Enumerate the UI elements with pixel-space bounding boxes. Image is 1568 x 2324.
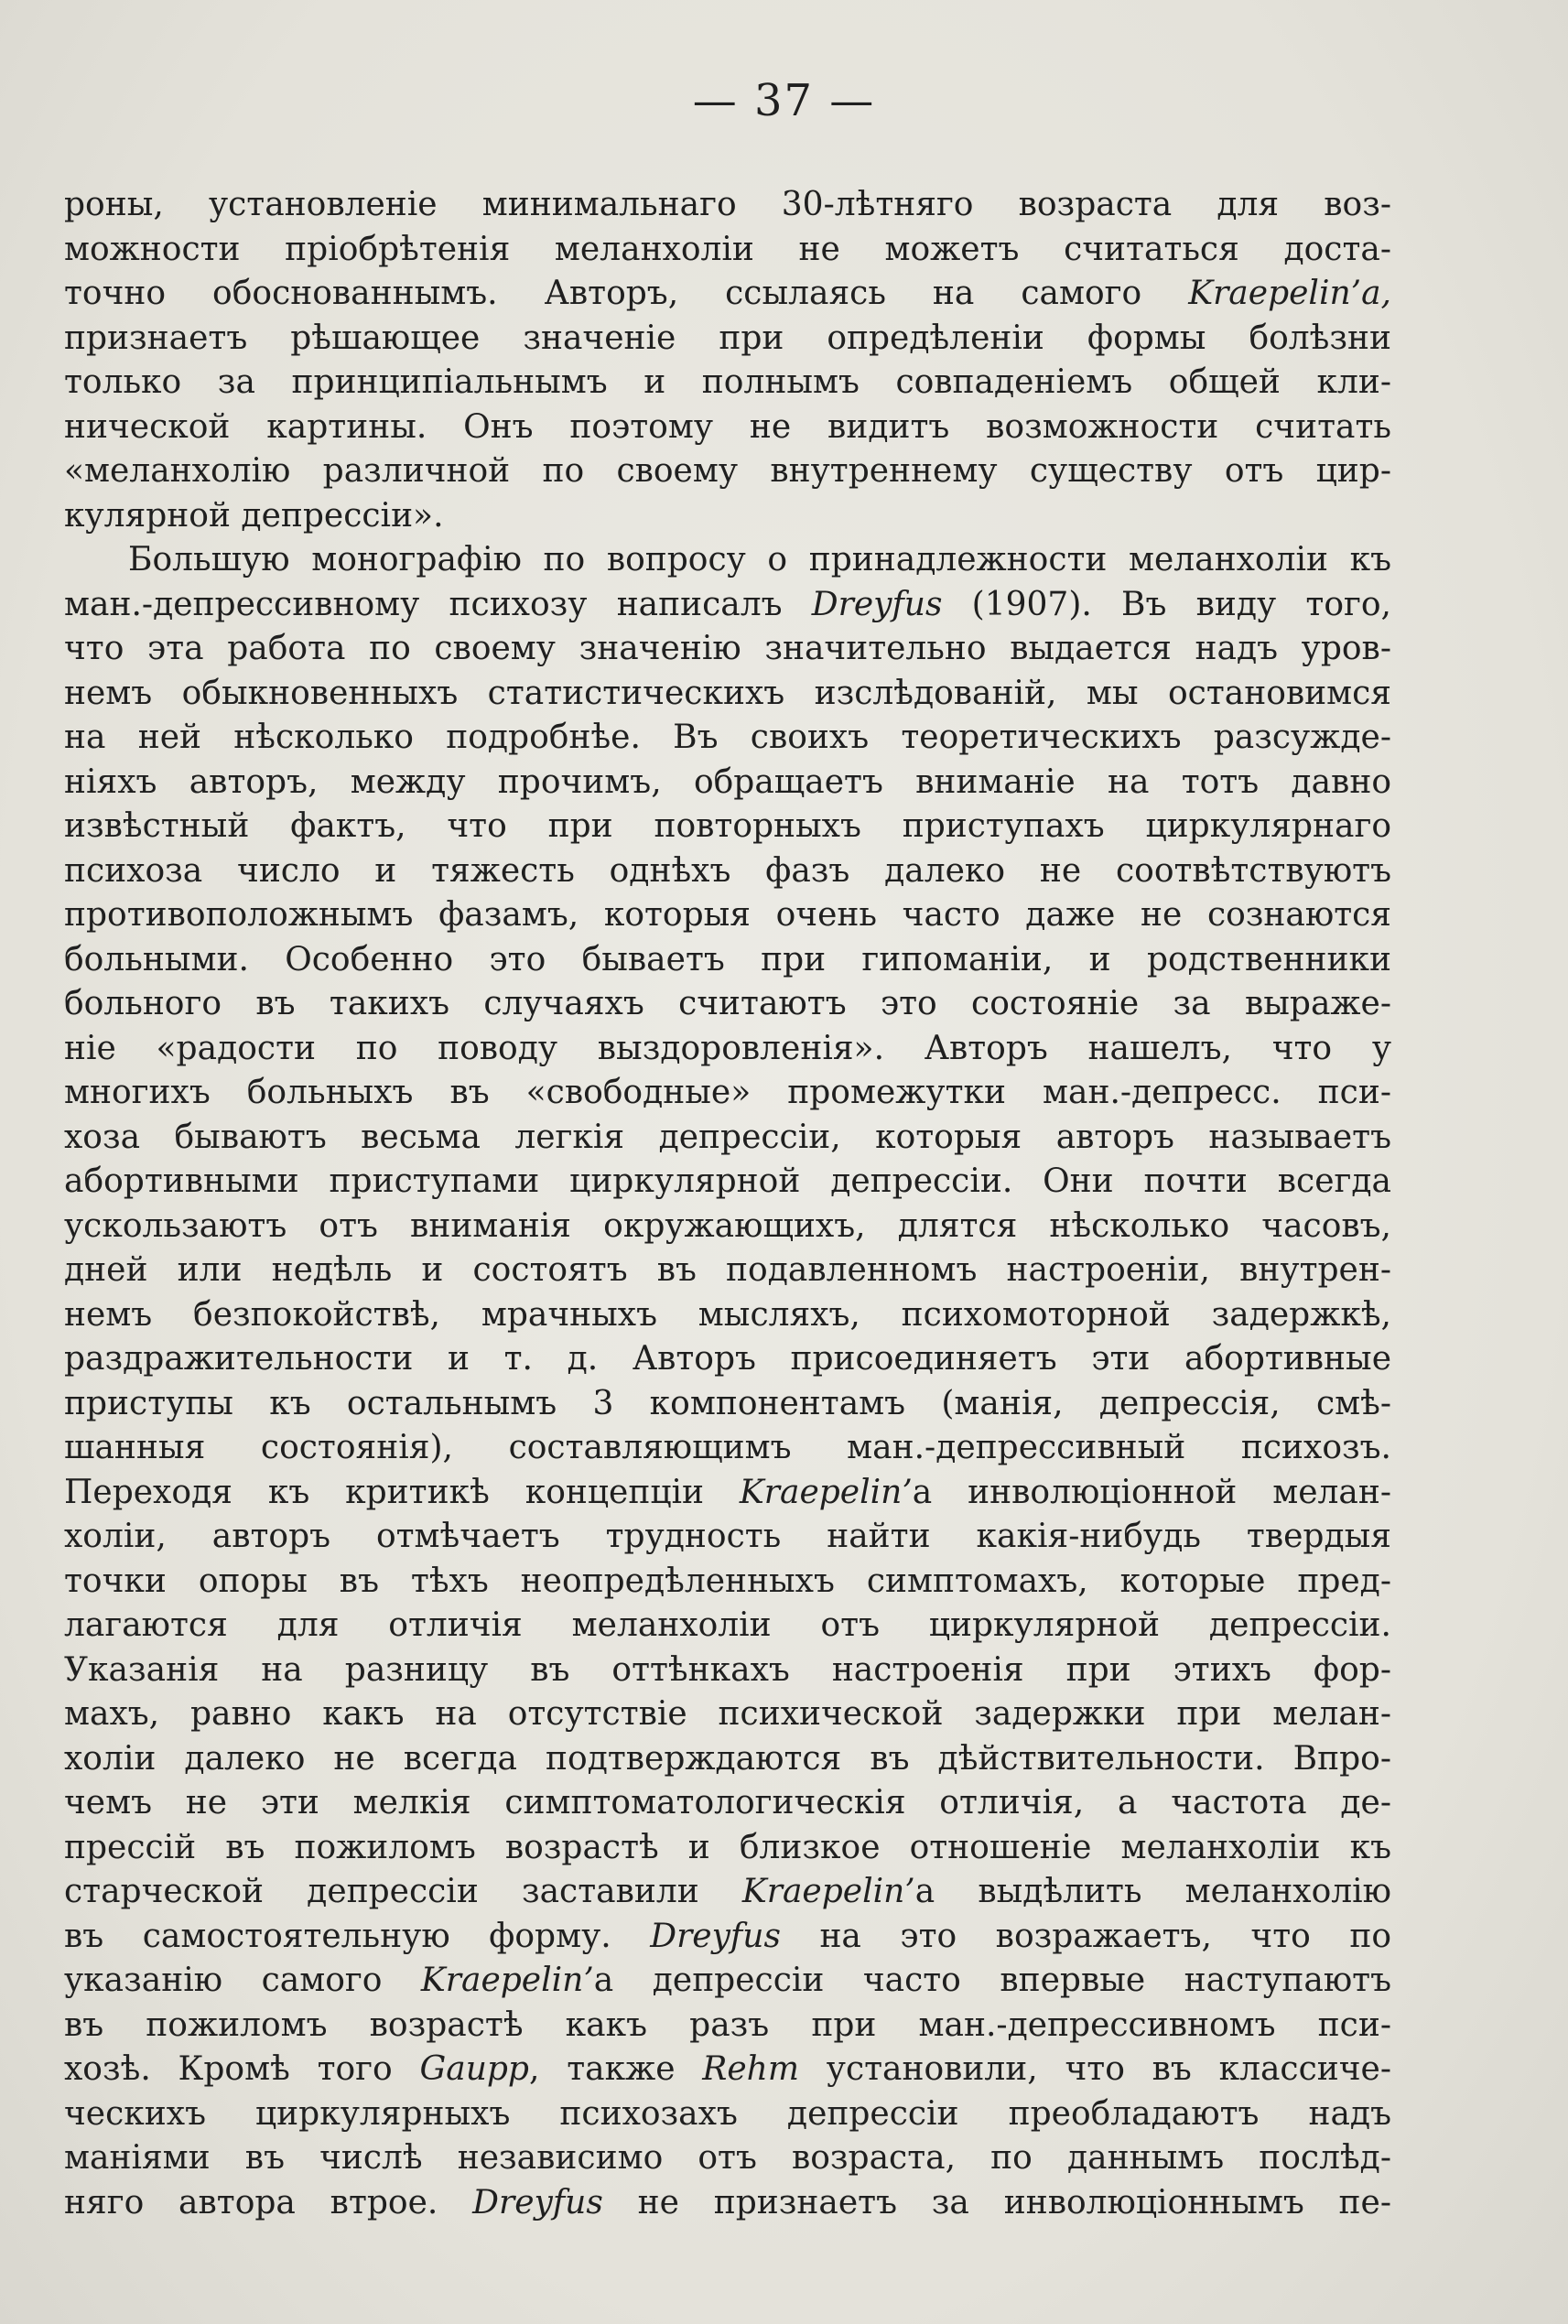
text-line: «меланхолію различной по своему внутреннему существу отъ цир- bbox=[64, 452, 1391, 490]
text-line: прессій въ пожиломъ возрастѣ и близкое отношеніе меланхоліи къ bbox=[64, 1828, 1391, 1866]
text-line: немъ безпокойствѣ, мрачныхъ мысляхъ, психомоторной задержкѣ, bbox=[64, 1295, 1391, 1334]
text-line: на ней нѣсколько подробнѣе. Въ своихъ теоретическихъ разсужде- bbox=[64, 719, 1391, 756]
text-line: раздражительности и т. д. Авторъ присоединяетъ эти абортивные bbox=[64, 1340, 1391, 1378]
text-line: шанныя состоянія), составляющимъ ман.-депрессивный психозъ. bbox=[64, 1429, 1391, 1466]
text-line: ніе «радости по поводу выздоровленія». Авторъ нашелъ, что у bbox=[64, 1029, 1391, 1067]
text-line: Указанія на разницу въ оттѣнкахъ настроенія при этихъ фор- bbox=[64, 1650, 1391, 1689]
text-line: больного въ такихъ случаяхъ считаютъ это состояніе за выраже- bbox=[64, 985, 1391, 1022]
text-line: старческой депрессіи заставили Kraepelin’а выдѣлить меланхолію bbox=[64, 1873, 1391, 1910]
text-line: ускользаютъ отъ вниманія окружающихъ, длятся нѣсколько часовъ, bbox=[64, 1206, 1391, 1245]
text-line: признаетъ рѣшающее значеніе при опредѣленіи формы болѣзни bbox=[64, 319, 1391, 357]
text-line: абортивными приступами циркулярной депрессіи. Они почти всегда bbox=[64, 1162, 1391, 1200]
text-line: кулярной депрессіи». bbox=[64, 496, 444, 535]
text-line: холіи, авторъ отмѣчаетъ трудность найти какія-нибудь твердыя bbox=[64, 1518, 1391, 1555]
text-line: въ самостоятельную форму. Dreyfus на это возражаетъ, что по bbox=[64, 1917, 1391, 1955]
text-line: дней или недѣль и состоятъ въ подавленномъ настроеніи, внутрен- bbox=[64, 1251, 1391, 1289]
text-line: приступы къ остальнымъ 3 компонентамъ (манія, депрессія, смѣ- bbox=[64, 1384, 1391, 1422]
text-line: что эта работа по своему значенію значительно выдается надъ уров- bbox=[64, 630, 1391, 667]
text-line: только за принципіальнымъ и полнымъ совпаденіемъ общей кли- bbox=[64, 363, 1391, 401]
text-line: извѣстный фактъ, что при повторныхъ приступахъ циркулярнаго bbox=[64, 807, 1391, 845]
text-line: больными. Особенно это бываетъ при гипоманіи, и родственники bbox=[64, 940, 1391, 978]
text-line: въ пожиломъ возрастѣ какъ разъ при ман.-депрессивномъ пси- bbox=[64, 2005, 1391, 2044]
text-line: ніяхъ авторъ, между прочимъ, обращаетъ вниманіе на тотъ давно bbox=[64, 762, 1391, 801]
text-line: нической картины. Онъ поэтому не видитъ возможности считать bbox=[64, 407, 1391, 446]
text-line: Большую монографію по вопросу о принадлежности меланхоліи къ bbox=[128, 541, 1391, 578]
text-line: ман.-депрессивному психозу написалъ Dreyfus (1907). Въ виду того, bbox=[64, 585, 1391, 623]
text-line: лагаются для отличія меланхоліи отъ циркулярной депрессіи. bbox=[64, 1606, 1391, 1644]
text-line: многихъ больныхъ въ «свободные» промежутки ман.-депресс. пси- bbox=[64, 1074, 1391, 1111]
page-number: — 37 — bbox=[692, 75, 876, 126]
text-line: Переходя къ критикѣ концепціи Kraepelin’а инволюціонной мелан- bbox=[64, 1473, 1391, 1511]
text-line: ческихъ циркулярныхъ психозахъ депрессіи преобладаютъ надъ bbox=[64, 2094, 1391, 2133]
text-line: немъ обыкновенныхъ статистическихъ изслѣдованій, мы остановимся bbox=[64, 674, 1391, 712]
text-line: точно обоснованнымъ. Авторъ, ссылаясь на самого Kraepelin’а, bbox=[64, 275, 1391, 312]
text-line: махъ, равно какъ на отсутствіе психической задержки при мелан- bbox=[64, 1695, 1391, 1733]
text-line: маніями въ числѣ независимо отъ возраста, по даннымъ послѣд- bbox=[64, 2139, 1391, 2177]
text-line: чемъ не эти мелкія симптоматологическія отличія, а частота де- bbox=[64, 1784, 1391, 1821]
text-line: хозѣ. Кромѣ того Gaupp, также Rehm установили, что въ классиче- bbox=[64, 2050, 1391, 2088]
text-line: можности пріобрѣтенія меланхоліи не можетъ считаться доста- bbox=[64, 230, 1391, 268]
text-line: точки опоры въ тѣхъ неопредѣленныхъ симптомахъ, которые пред- bbox=[64, 1562, 1391, 1600]
text-line: психоза число и тяжесть однѣхъ фазъ далеко не соотвѣтствуютъ bbox=[64, 851, 1391, 890]
text-line: противоположнымъ фазамъ, которыя очень часто даже не сознаются bbox=[64, 896, 1391, 934]
text-line: указанію самого Kraepelin’а депрессіи часто впервые наступаютъ bbox=[64, 1962, 1391, 1999]
text-line: няго автора втрое. Dreyfus не признаетъ за инволюціоннымъ пе- bbox=[64, 2183, 1391, 2221]
text-line: роны, установленіе минимальнаго 30-лѣтняго возраста для воз- bbox=[64, 186, 1391, 223]
text-line: холіи далеко не всегда подтверждаются въ дѣйствительности. Впро- bbox=[64, 1739, 1391, 1778]
text-line: хоза бываютъ весьма легкія депрессіи, которыя авторъ называетъ bbox=[64, 1118, 1391, 1156]
body-text bbox=[64, 183, 1391, 2225]
